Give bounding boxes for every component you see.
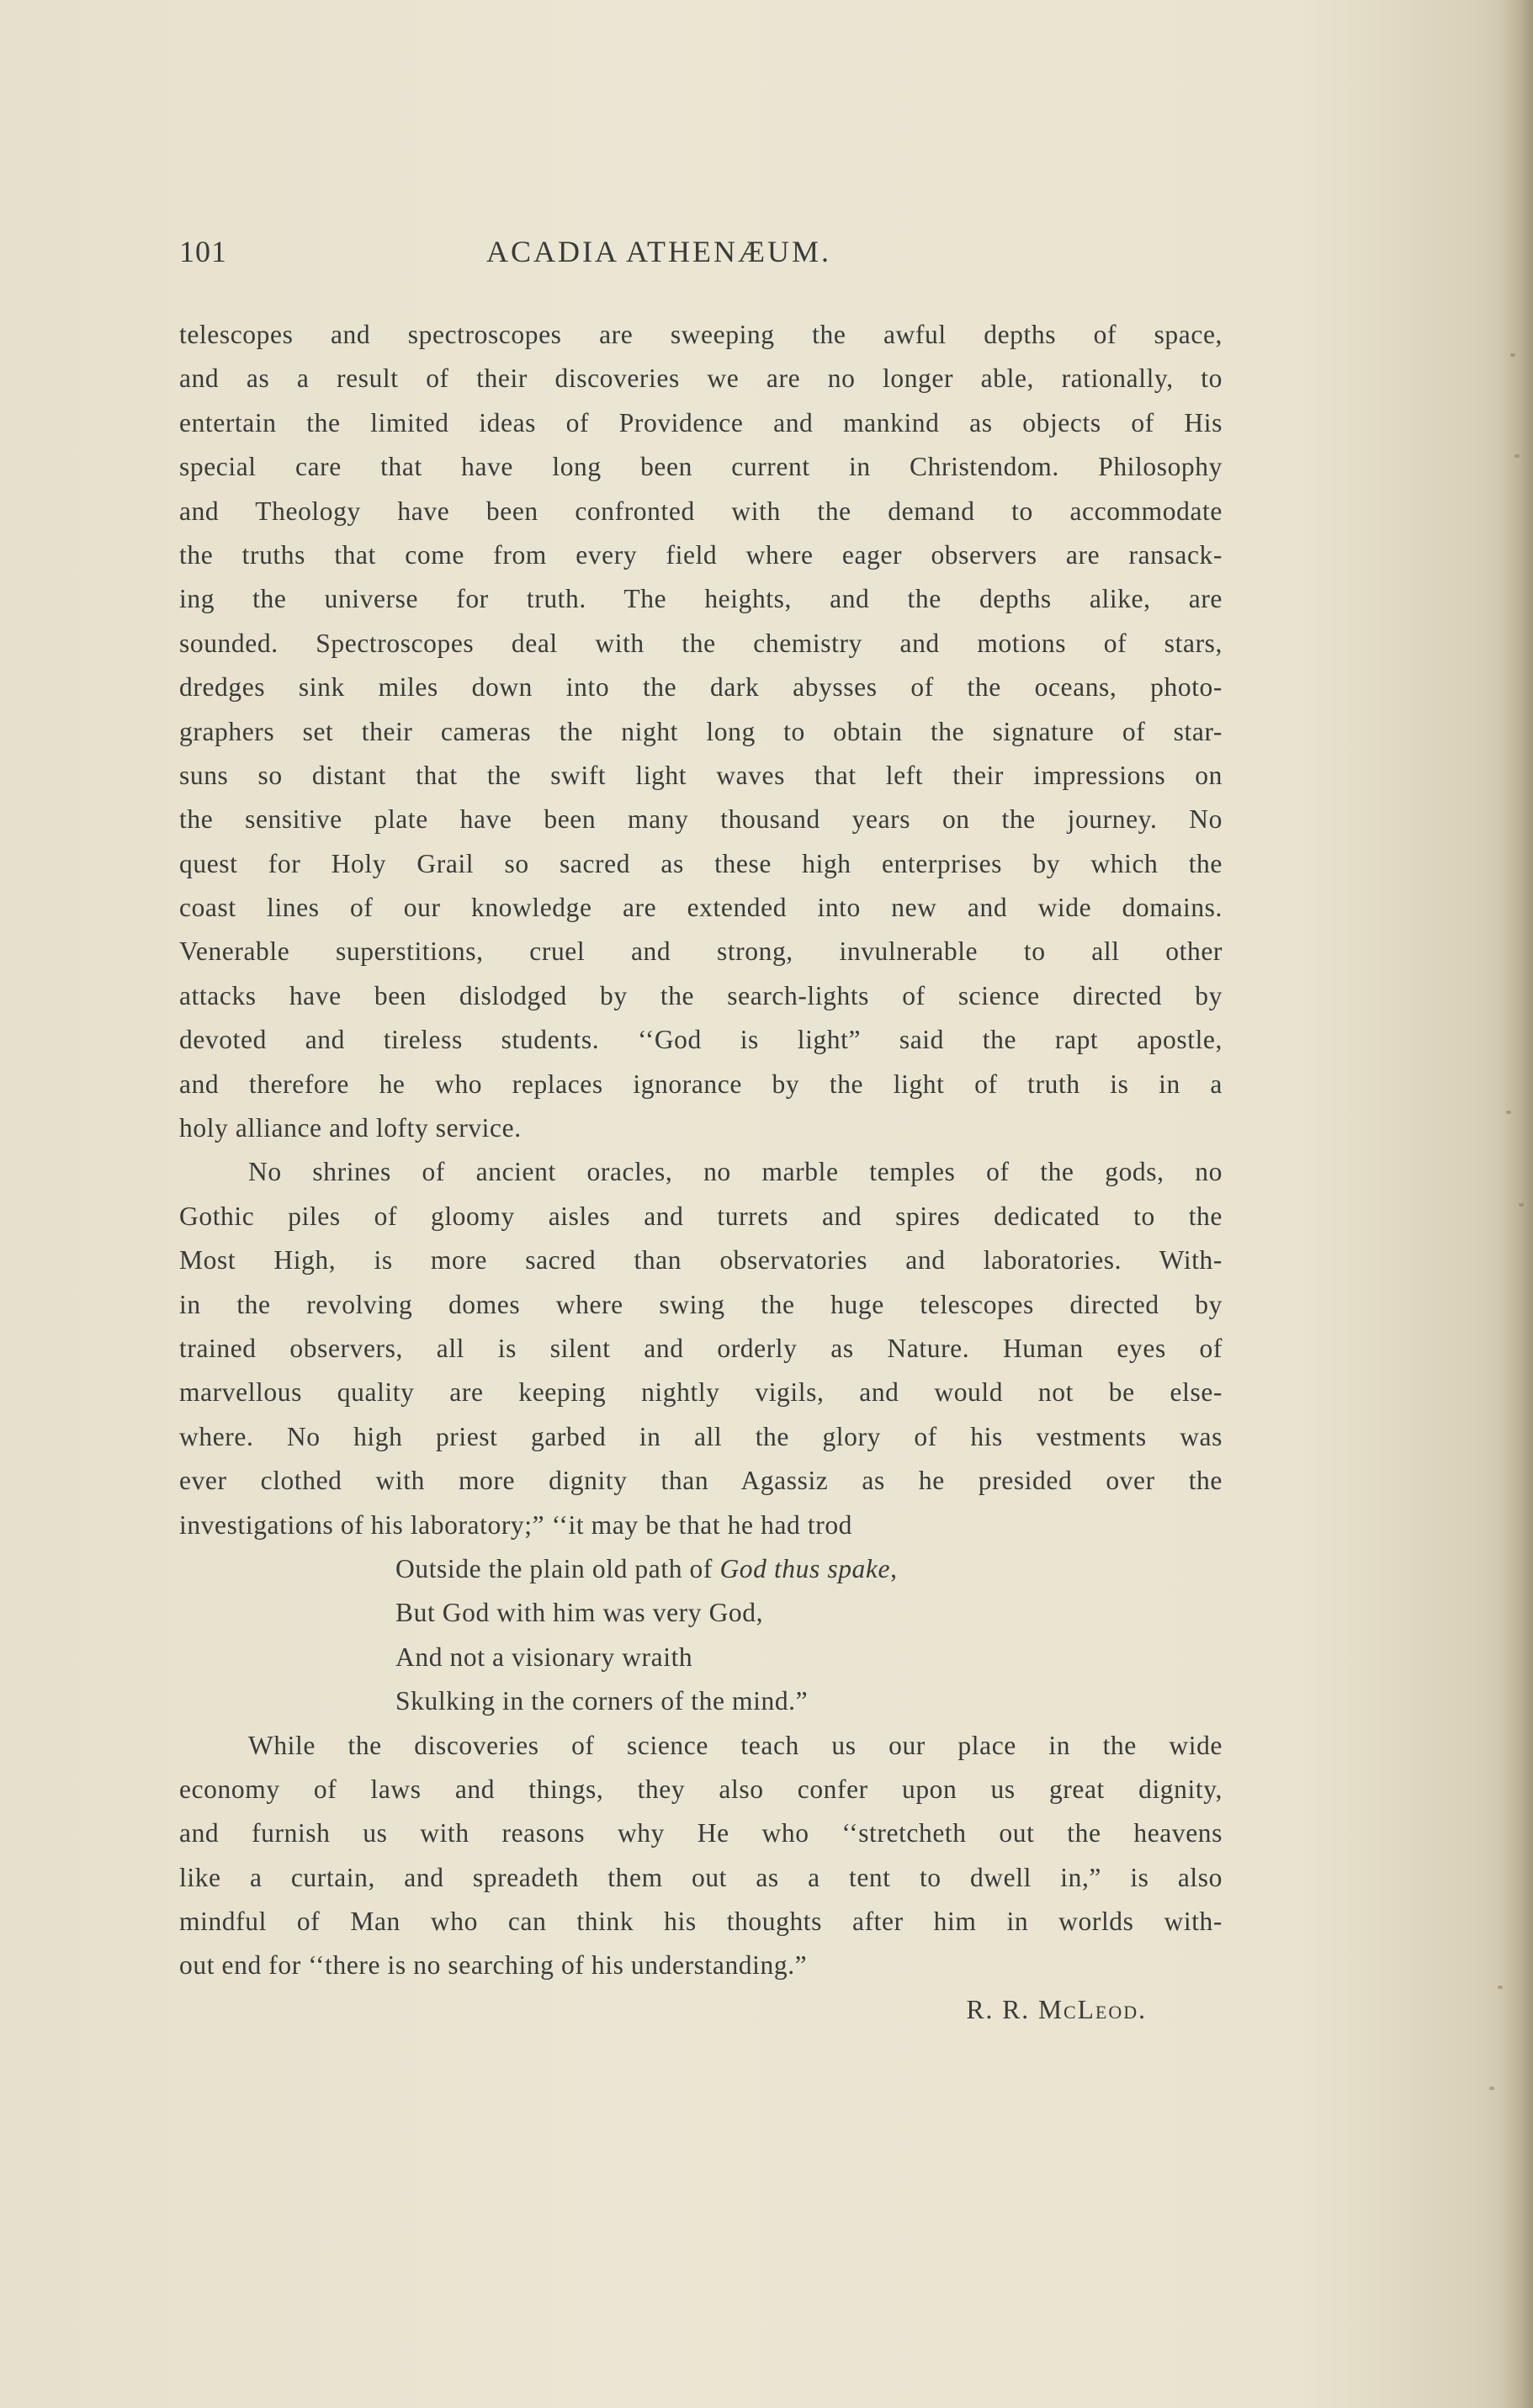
text-line: the truths that come from every field where eager observers are ransack-	[179, 539, 1223, 570]
text-line: ing the universe for truth. The heights, and the depths alike, are	[179, 584, 1223, 614]
text-line: attacks have been dislodged by the search-lights of science directed by	[179, 980, 1223, 1010]
verse-punctuation: ,	[890, 1553, 898, 1583]
author-signature: R. R. McLeod.	[966, 1994, 1147, 2024]
text-line: and Theology have been confronted with the demand to accommodate	[179, 496, 1223, 526]
text-line: economy of laws and things, they also confer upon us great dignity,	[179, 1774, 1223, 1804]
verse-text: Outside the plain old path of	[395, 1553, 720, 1583]
text-line: mindful of Man who can think his thoughts after him in worlds with-	[179, 1907, 1223, 1937]
text-line: and furnish us with reasons why He who ‘‘stretcheth out the heavens	[179, 1818, 1223, 1848]
verse-line-2: But God with him was very God,	[395, 1598, 764, 1628]
text-line: suns so distant that the swift light waves that left their impressions on	[179, 760, 1223, 790]
text-line: investigations of his laboratory;” ‘‘it may be that he had trod	[179, 1509, 853, 1540]
text-line: entertain the limited ideas of Providence and mankind as objects of His	[179, 407, 1223, 438]
paragraph-start-line: While the discoveries of science teach us our place in the wide	[248, 1730, 1223, 1760]
text-line: where. No high priest garbed in all the glory of his vestments was	[179, 1421, 1223, 1451]
text-line: telescopes and spectroscopes are sweeping the awful depths of space,	[179, 320, 1223, 349]
text-line: Gothic piles of gloomy aisles and turrets and spires dedicated to the	[179, 1201, 1223, 1231]
text-line: devoted and tireless students. ‘‘God is light” said the rapt apostle,	[179, 1025, 1223, 1055]
paragraph-end-line: holy alliance and lofty service.	[179, 1113, 522, 1143]
text-line: and therefore he who replaces ignorance by the light of truth is in a	[179, 1069, 1223, 1099]
text-line: marvellous quality are keeping nightly vigils, and would not be else-	[179, 1377, 1223, 1408]
text-line: Venerable superstitions, cruel and strong, invulnerable to all other	[179, 936, 1223, 967]
verse-line-3: And not a visionary wraith	[395, 1642, 693, 1672]
text-line: sounded. Spectroscopes deal with the chemistry and motions of stars,	[179, 628, 1223, 658]
page-edge-shadow	[1499, 0, 1533, 2408]
paragraph-end-line: out end for ‘‘there is no searching of his understanding.”	[179, 1950, 808, 1981]
running-title: ACADIA ATHENÆUM.	[486, 235, 832, 268]
text-line: dredges sink miles down into the dark abysses of the oceans, photo-	[179, 672, 1223, 703]
text-line: quest for Holy Grail so sacred as these high enterprises by which the	[179, 848, 1223, 878]
text-line: special care that have long been current in Christendom. Philosophy	[179, 452, 1223, 482]
text-line: the sensitive plate have been many thousand years on the journey. No	[179, 804, 1223, 835]
text-line: trained observers, all is silent and orderly as Nature. Human eyes of	[179, 1333, 1223, 1363]
text-line: coast lines of our knowledge are extended into new and wide domains.	[179, 893, 1223, 923]
text-line: and as a result of their discoveries we are no longer able, rationally, to	[179, 363, 1223, 394]
verse-line-1	[179, 1547, 1223, 1591]
text-line: ever clothed with more dignity than Agassiz as he presided over the	[179, 1466, 1223, 1496]
text-line: like a curtain, and spreadeth them out as a tent to dwell in,” is also	[179, 1862, 1223, 1892]
text-line: Most High, is more sacred than observatories and laboratories. With-	[179, 1245, 1223, 1276]
paragraph-start-line: No shrines of ancient oracles, no marble temples of the gods, no	[248, 1157, 1223, 1187]
verse-line-4: Skulking in the corners of the mind.”	[395, 1686, 809, 1716]
text-line: graphers set their cameras the night long to obtain the signature of star-	[179, 716, 1223, 746]
running-header	[179, 234, 1223, 276]
text-line: in the revolving domes where swing the huge telescopes directed by	[179, 1289, 1223, 1319]
article-body	[179, 313, 1223, 2032]
page-number: 101	[179, 235, 227, 268]
verse-italic-phrase: God thus spake	[719, 1553, 891, 1583]
